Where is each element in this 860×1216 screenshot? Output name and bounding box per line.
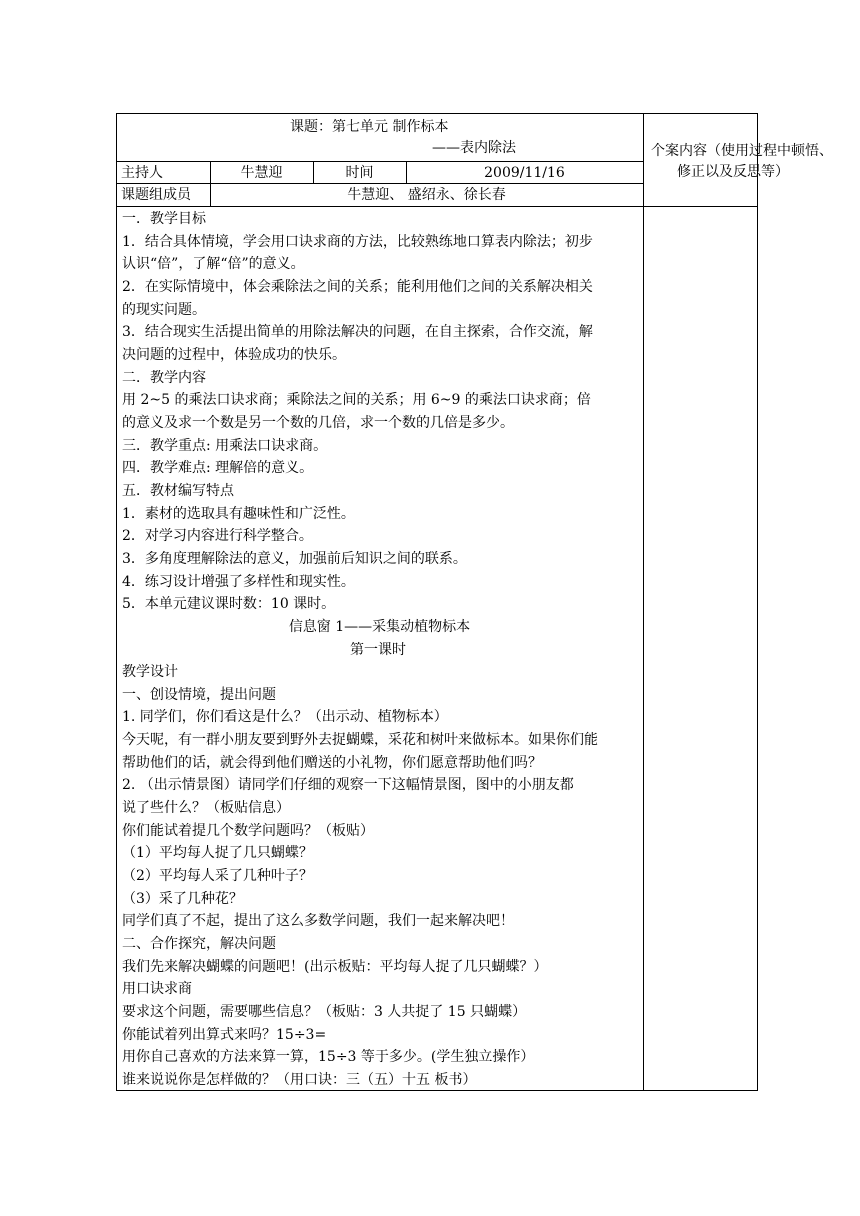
body-line: 谁来说说你是怎样做的？（用口诀：三（五）十五 板书） xyxy=(122,1072,477,1088)
body-line: 五．教材编写特点 xyxy=(122,483,234,499)
body-line: 2. （出示情景图）请同学们仔细的观察一下这幅情景图，图中的小朋友都 xyxy=(122,777,574,793)
time-value: 2009/11/16 xyxy=(484,165,565,181)
lesson-title: 课题：第七单元 制作标本 xyxy=(290,119,449,135)
body-line: 3．多角度理解除法的意义，加强前后知识之间的联系。 xyxy=(122,551,467,567)
body-line: 二、合作探究，解决问题 xyxy=(122,936,276,952)
body-line: 二．教学内容 xyxy=(122,370,206,386)
body-line: （1）平均每人捉了几只蝴蝶？ xyxy=(122,845,313,861)
time-label: 时间 xyxy=(345,165,374,181)
body-line: 你们能试着提几个数学问题吗？（板贴） xyxy=(122,823,374,839)
body-heading: 信息窗 1——采集动植物标本 xyxy=(288,619,471,635)
side-column-title-line1: 个案内容（使用过程中顿悟、 xyxy=(651,143,833,159)
members-value: 牛慧迎、 盛绍永、徐长春 xyxy=(347,187,506,203)
body-line: （2）平均每人采了几种叶子？ xyxy=(122,868,313,884)
body-line: 2．对学习内容进行科学整合。 xyxy=(122,528,313,544)
body-line: 3．结合现实生活提出简单的用除法解决的问题，在自主探索，合作交流，解 xyxy=(122,324,593,340)
members-label: 课题组成员 xyxy=(121,187,191,203)
body-line: 一、创设情境，提出问题 xyxy=(122,687,276,703)
body-line: 用 2~5 的乘法口诀求商；乘除法之间的关系；用 6~9 的乘法口诀求商；倍 xyxy=(122,392,591,408)
body-line: 四．教学难点: 理解倍的意义。 xyxy=(122,460,314,476)
body-line: 1．素材的选取具有趣味性和广泛性。 xyxy=(122,506,355,522)
body-line: 三．教学重点: 用乘法口诀求商。 xyxy=(122,438,328,454)
body-line: 1．结合具体情境，学会用口诀求商的方法，比较熟练地口算表内除法；初步 xyxy=(122,234,593,250)
body-line: 要求这个问题，需要哪些信息？（板贴：3 人共捉了 15 只蝴蝶） xyxy=(122,1004,527,1020)
body-line: 1. 同学们，你们看这是什么？（出示动、植物标本） xyxy=(122,709,448,725)
body-heading: 第一课时 xyxy=(350,642,406,658)
body-line: （3）采了几种花？ xyxy=(122,891,243,907)
body-line: 今天呢，有一群小朋友要到野外去捉蝴蝶，采花和树叶来做标本。如果你们能 xyxy=(122,732,598,748)
row-divider-members xyxy=(116,206,758,207)
body-line: 的现实问题。 xyxy=(122,302,206,318)
lesson-subtitle: ——表内除法 xyxy=(432,140,516,156)
body-line: 一．教学目标 xyxy=(122,211,206,227)
body-line: 我们先来解决蝴蝶的问题吧！(出示板贴：平均每人捉了几只蝴蝶？） xyxy=(122,959,548,975)
host-value: 牛慧迎 xyxy=(240,165,283,181)
row-divider-title xyxy=(116,161,643,162)
body-line: 帮助他们的话，就会得到他们赠送的小礼物，你们愿意帮助他们吗？ xyxy=(122,755,542,771)
body-line: 用口诀求商 xyxy=(122,981,192,997)
body-line: 认识“倍”，了解“倍”的意义。 xyxy=(122,256,305,272)
side-column-title-line2: 修正以及反思等） xyxy=(677,164,789,180)
host-label: 主持人 xyxy=(121,165,163,181)
body-line: 教学设计 xyxy=(122,664,178,680)
column-divider xyxy=(643,113,644,1091)
body-line: 5．本单元建议课时数：10 课时。 xyxy=(122,596,336,612)
body-line: 说了些什么？（板贴信息） xyxy=(122,800,290,816)
body-line: 2．在实际情境中，体会乘除法之间的关系；能利用他们之间的关系解决相关 xyxy=(122,279,593,295)
body-line: 决问题的过程中，体验成功的快乐。 xyxy=(122,347,346,363)
body-line: 的意义及求一个数是另一个数的几倍，求一个数的几倍是多少。 xyxy=(122,415,514,431)
row-divider-host xyxy=(116,183,643,184)
body-line: 你能试着列出算式来吗？15÷3= xyxy=(122,1027,327,1043)
body-line: 用你自己喜欢的方法来算一算，15÷3 等于多少。(学生独立操作） xyxy=(122,1049,535,1065)
body-line: 4．练习设计增强了多样性和现实性。 xyxy=(122,574,355,590)
body-line: 同学们真了不起，提出了这么多数学问题，我们一起来解决吧！ xyxy=(122,913,514,929)
